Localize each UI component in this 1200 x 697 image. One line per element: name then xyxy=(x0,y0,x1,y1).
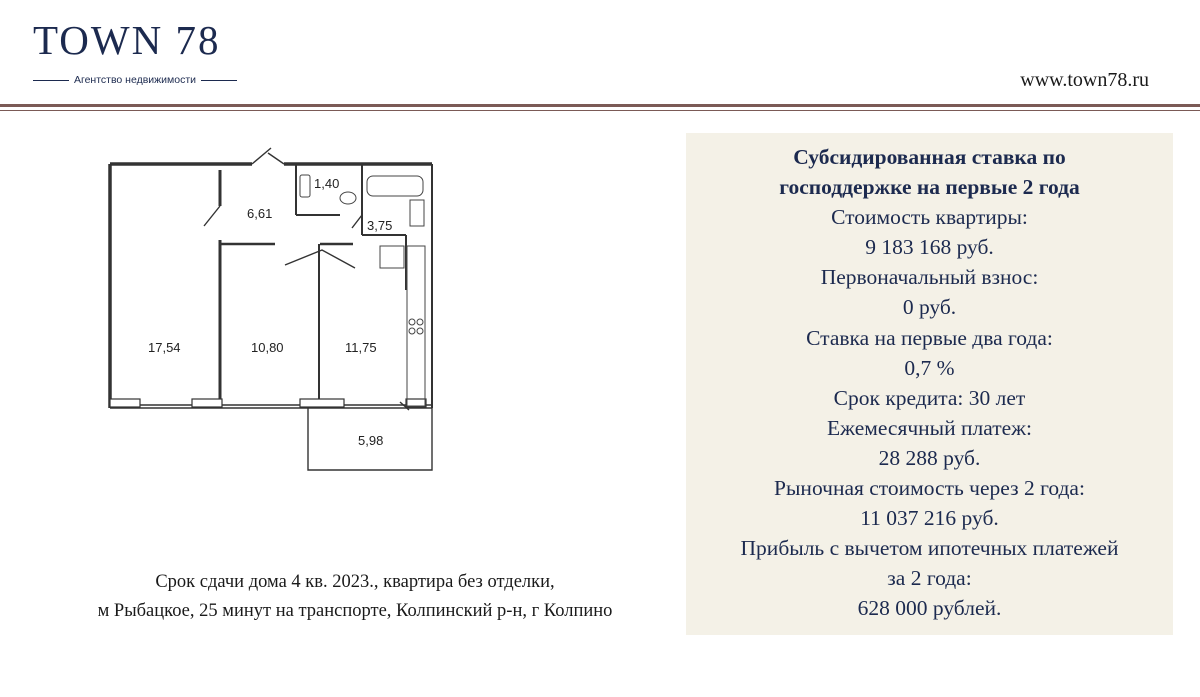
offer-title-line-1: Субсидированная ставка по xyxy=(793,145,1066,169)
header-divider-thin xyxy=(0,110,1200,111)
property-caption xyxy=(40,568,670,626)
offer-title-line-2: господдержке на первые 2 года xyxy=(779,175,1080,200)
logo-dash-right xyxy=(201,80,237,81)
room-label-bathroom: 3,75 xyxy=(367,218,393,233)
room-label-kitchen: 11,75 xyxy=(345,340,377,355)
logo-title: TOWN 78 xyxy=(33,17,221,63)
room-label-hall: 6,61 xyxy=(247,206,273,221)
price-value: 9 183 168 руб. xyxy=(865,235,994,260)
header-divider-thick xyxy=(0,104,1200,107)
room-label-balcony: 5,98 xyxy=(358,433,384,448)
room-label-living: 17,54 xyxy=(148,340,181,355)
market-value-value: 11 037 216 руб. xyxy=(860,506,999,531)
offer-panel xyxy=(686,133,1173,635)
profit-label-line-2: за 2 года: xyxy=(887,566,972,591)
caption-line-1: Срок сдачи дома 4 кв. 2023., квартира без отделки, xyxy=(155,572,555,592)
floor-plan xyxy=(100,140,445,485)
price-label: Стоимость квартиры: xyxy=(831,205,1028,230)
profit-label-line-1: Прибыль с вычетом ипотечных платежей xyxy=(740,536,1119,561)
monthly-payment-value: 28 288 руб. xyxy=(878,445,981,470)
profit-value: 628 000 рублей. xyxy=(857,596,1002,621)
rate-value: 0,7 % xyxy=(904,355,955,380)
logo-subtitle-row xyxy=(33,74,237,86)
logo-dash-left xyxy=(33,80,69,81)
down-payment-label: Первоначальный взнос: xyxy=(820,265,1039,290)
room-label-wc: 1,40 xyxy=(314,176,340,191)
monthly-payment-label: Ежемесячный платеж: xyxy=(827,415,1032,440)
loan-term: Срок кредита: 30 лет xyxy=(833,385,1026,410)
logo-subtitle: Агентство недвижимости xyxy=(73,74,197,86)
down-payment-value: 0 руб. xyxy=(902,295,957,320)
room-label-bedroom: 10,80 xyxy=(251,340,284,355)
market-value-label: Рыночная стоимость через 2 года: xyxy=(774,476,1085,501)
website-link[interactable]: www.town78.ru xyxy=(1020,69,1149,91)
caption-line-2: м Рыбацкое, 25 минут на транспорте, Колпинский р-н, г Колпино xyxy=(97,601,613,621)
rate-label: Ставка на первые два года: xyxy=(806,325,1053,350)
